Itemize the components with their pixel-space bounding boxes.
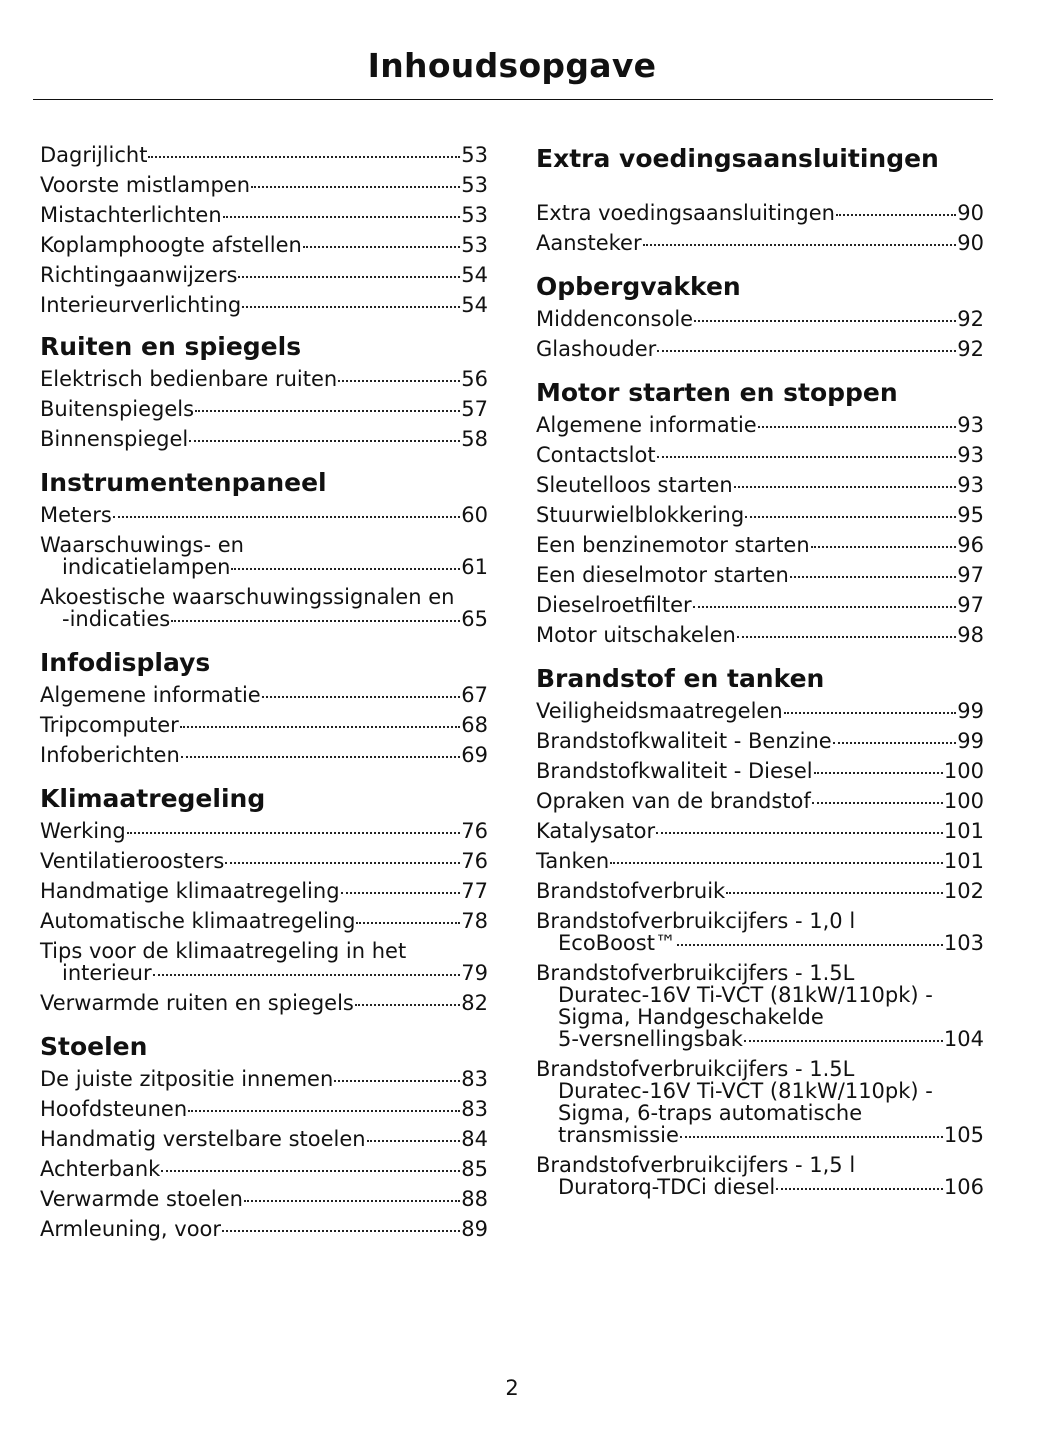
toc-entry-text: interieur (62, 961, 152, 985)
toc-entry-brandstofverbruikcijfers-1-5l[interactable] (536, 962, 984, 1050)
toc-page-number: 100 (943, 759, 984, 783)
toc-page-number: 97 (957, 563, 984, 587)
toc-entry-achterbank[interactable] (40, 1158, 488, 1180)
toc-entry-text: 5-versnellingsbak (558, 1027, 743, 1051)
toc-entry-interieurverlichting[interactable] (40, 294, 488, 316)
toc-entry-text: transmissie (558, 1123, 679, 1147)
toc-page-number: 61 (461, 555, 488, 579)
toc-page-number: 53 (461, 233, 488, 257)
toc-entry-text: Stuurwielblokkering (536, 503, 745, 527)
dot-leader (356, 922, 460, 924)
toc-entry-middenconsole[interactable] (536, 308, 984, 330)
toc-entry-text: Algemene informatie (536, 413, 757, 437)
toc-entry-text: Veiligheidsmaatregelen (536, 699, 783, 723)
dot-leader (262, 696, 461, 698)
dot-leader (188, 1110, 460, 1112)
toc-page-number: 54 (461, 293, 488, 317)
toc-entry-brandstofverbruik[interactable] (536, 880, 984, 902)
toc-page-number: 82 (461, 991, 488, 1015)
toc-entry-text: Hoofdsteunen (40, 1097, 188, 1121)
toc-page-number: 93 (957, 473, 984, 497)
section-heading: Ruiten en spiegels (40, 332, 302, 361)
dot-leader (161, 1170, 460, 1172)
dot-leader (656, 832, 943, 834)
toc-entry-text: De juiste zitpositie innemen (40, 1067, 334, 1091)
dot-leader (734, 486, 957, 488)
dot-leader (737, 636, 956, 638)
toc-entry-text: Aansteker (536, 231, 642, 255)
dot-leader (222, 1230, 460, 1232)
section-heading: Klimaatregeling (40, 784, 266, 813)
dot-leader (811, 546, 957, 548)
toc-entry-brandstofverbruikcijfers-1-5l[interactable] (536, 1058, 984, 1146)
dot-leader (148, 156, 460, 158)
toc-entry-text: Werking (40, 819, 126, 843)
toc-page-number: 79 (461, 961, 488, 985)
toc-entry-text: Tripcomputer (40, 713, 179, 737)
dot-leader (677, 944, 943, 946)
toc-page-number: 101 (943, 819, 984, 843)
dot-leader (643, 244, 957, 246)
toc-entry-text: Achterbank (40, 1157, 161, 1181)
toc-entry-glashouder[interactable] (536, 338, 984, 360)
toc-page-number: 96 (957, 533, 984, 557)
toc-entry-hoofdsteunen[interactable] (40, 1098, 488, 1120)
toc-page-number: 85 (461, 1157, 488, 1181)
toc-entry-text: Katalysator (536, 819, 656, 843)
toc-page-number: 60 (461, 503, 488, 527)
toc-page-number: 102 (943, 879, 984, 903)
section-heading: Brandstof en tanken (536, 664, 825, 693)
toc-entry-werking[interactable] (40, 820, 488, 842)
section-heading: Opbergvakken (536, 272, 741, 301)
toc-entry-ventilatieroosters[interactable] (40, 850, 488, 872)
dot-leader (833, 742, 957, 744)
toc-entry-text: Duratorq-TDCi diesel (558, 1175, 776, 1199)
toc-entry-opraken-van-de-brandstof[interactable] (536, 790, 984, 812)
dot-leader (657, 456, 957, 458)
toc-entry-text: Tanken (536, 849, 610, 873)
toc-entry-text: Middenconsole (536, 307, 694, 331)
section-heading: Extra voedingsaansluitingen (536, 144, 939, 173)
toc-entry-text: Elektrisch bedienbare ruiten (40, 367, 338, 391)
toc-page-number: 92 (957, 337, 984, 361)
toc-page-number: 104 (943, 1027, 984, 1051)
toc-entry-dagrijlicht[interactable] (40, 144, 488, 166)
dot-leader (231, 568, 460, 570)
toc-left-column (40, 144, 488, 1248)
toc-page-number: 57 (461, 397, 488, 421)
section-heading: Instrumentenpaneel (40, 468, 327, 497)
toc-entry-text: Mistachterlichten (40, 203, 222, 227)
toc-entry-text: Brandstofkwaliteit - Diesel (536, 759, 813, 783)
toc-entry-text: Waarschuwings- en (40, 533, 244, 557)
toc-entry-elektrisch-bedienbare-ruiten[interactable] (40, 368, 488, 390)
dot-leader (836, 214, 956, 216)
toc-page-number: 53 (461, 143, 488, 167)
toc-page-number: 90 (957, 201, 984, 225)
toc-entry-katalysator[interactable] (536, 820, 984, 842)
toc-page-number: 65 (461, 607, 488, 631)
dot-leader (223, 216, 461, 218)
toc-entry-text: Sigma, 6-traps automatische (558, 1101, 863, 1125)
toc-entry-stuurwielblokkering[interactable] (536, 504, 984, 526)
toc-entry-handmatig-verstelbare-stoelen[interactable] (40, 1128, 488, 1150)
toc-entry-text: Interieurverlichting (40, 293, 242, 317)
toc-entry-text: Automatische klimaatregeling (40, 909, 356, 933)
dot-leader (153, 974, 461, 976)
toc-page-number: 92 (957, 307, 984, 331)
toc-entry-extra-voedingsaansluitingen[interactable] (536, 202, 984, 224)
toc-entry-de-juiste-zitpositie-innemen[interactable] (40, 1068, 488, 1090)
toc-entry-akoestische-waarschuwingssignalen-en[interactable] (40, 586, 488, 630)
toc-page-number: 105 (943, 1123, 984, 1147)
toc-entry-text: Duratec-16V Ti-VCT (81kW/110pk) - (558, 1079, 933, 1103)
toc-entry-text: Infoberichten (40, 743, 180, 767)
toc-entry-text: Richtingaanwijzers (40, 263, 238, 287)
dot-leader (694, 320, 956, 322)
toc-entry-text: Glashouder (536, 337, 657, 361)
toc-entry-een-dieselmotor-starten[interactable] (536, 564, 984, 586)
dot-leader (367, 1140, 461, 1142)
toc-entry-automatische-klimaatregeling[interactable] (40, 910, 488, 932)
toc-entry-verwarmde-stoelen[interactable] (40, 1188, 488, 1210)
dot-leader (355, 1004, 460, 1006)
toc-entry-text: EcoBoost™ (558, 931, 676, 955)
dot-leader (680, 1136, 943, 1138)
toc-entry-text: Contactslot (536, 443, 656, 467)
toc-entry-text: Armleuning, voor (40, 1217, 222, 1241)
toc-entry-text: -indicaties (62, 607, 171, 631)
toc-entry-tanken[interactable] (536, 850, 984, 872)
toc-page-number: 99 (957, 699, 984, 723)
dot-leader (303, 246, 460, 248)
toc-page-number: 76 (461, 849, 488, 873)
toc-page-number: 84 (461, 1127, 488, 1151)
toc-entry-text: indicatielampen (62, 555, 231, 579)
dot-leader (790, 576, 956, 578)
toc-entry-text: Koplamphoogte afstellen (40, 233, 302, 257)
toc-entry-verwarmde-ruiten-en-spiegels[interactable] (40, 992, 488, 1014)
toc-page-number: 101 (943, 849, 984, 873)
dot-leader (127, 832, 461, 834)
toc-entry-dieselroetfilter[interactable] (536, 594, 984, 616)
toc-page-number: 53 (461, 173, 488, 197)
dot-leader (171, 620, 460, 622)
toc-page-number: 78 (461, 909, 488, 933)
toc-entry-tripcomputer[interactable] (40, 714, 488, 736)
toc-page-number: 69 (461, 743, 488, 767)
toc-page-number: 56 (461, 367, 488, 391)
toc-entry-text: Dagrijlicht (40, 143, 148, 167)
toc-entry-text: Sigma, Handgeschakelde (558, 1005, 824, 1029)
toc-page-number: 90 (957, 231, 984, 255)
toc-entry-text: Binnenspiegel (40, 427, 189, 451)
toc-page-number: 93 (957, 443, 984, 467)
toc-entry-text: Duratec-16V Ti-VCT (81kW/110pk) - (558, 983, 933, 1007)
toc-entry-text: Dieselroetfilter (536, 593, 692, 617)
toc-entry-brandstofverbruikcijfers-1-0-l[interactable] (536, 910, 984, 954)
toc-entry-text: Een benzinemotor starten (536, 533, 810, 557)
toc-entry-text: Handmatig verstelbare stoelen (40, 1127, 366, 1151)
toc-right-column (536, 144, 984, 1206)
toc-entry-text: Buitenspiegels (40, 397, 195, 421)
dot-leader (238, 276, 460, 278)
toc-entry-text: Brandstofverbruikcijfers - 1,0 l (536, 909, 856, 933)
toc-entry-mistachterlichten[interactable] (40, 204, 488, 226)
toc-page-number: 54 (461, 263, 488, 287)
dot-leader (334, 1080, 460, 1082)
toc-page-number: 97 (957, 593, 984, 617)
toc-entry-brandstofkwaliteit-benzine[interactable] (536, 730, 984, 752)
dot-leader (113, 516, 460, 518)
toc-page-number: 83 (461, 1067, 488, 1091)
toc-entry-text: Verwarmde ruiten en spiegels (40, 991, 354, 1015)
toc-entry-brandstofverbruikcijfers-1-5-l[interactable] (536, 1154, 984, 1198)
toc-page-number: 95 (957, 503, 984, 527)
toc-page-number: 67 (461, 683, 488, 707)
dot-leader (745, 516, 956, 518)
toc-entry-buitenspiegels[interactable] (40, 398, 488, 420)
dot-leader (610, 862, 943, 864)
toc-page-number: 98 (957, 623, 984, 647)
toc-entry-aansteker[interactable] (536, 232, 984, 254)
toc-entry-contactslot[interactable] (536, 444, 984, 466)
section-heading: Stoelen (40, 1032, 148, 1061)
toc-entry-voorste-mistlampen[interactable] (40, 174, 488, 196)
dot-leader (195, 410, 460, 412)
toc-entry-algemene-informatie[interactable] (536, 414, 984, 436)
toc-entry-text: Voorste mistlampen (40, 173, 251, 197)
dot-leader (225, 862, 460, 864)
toc-entry-motor-uitschakelen[interactable] (536, 624, 984, 646)
toc-page-number: 93 (957, 413, 984, 437)
dot-leader (242, 306, 460, 308)
toc-page-number: 53 (461, 203, 488, 227)
page-title: Inhoudsopgave (367, 46, 657, 85)
toc-entry-text: Verwarmde stoelen (40, 1187, 243, 1211)
section-heading: Motor starten en stoppen (536, 378, 898, 407)
toc-entry-binnenspiegel[interactable] (40, 428, 488, 450)
toc-entry-een-benzinemotor-starten[interactable] (536, 534, 984, 556)
toc-page-number: 88 (461, 1187, 488, 1211)
toc-entry-text: Motor uitschakelen (536, 623, 736, 647)
title-divider (33, 99, 993, 100)
toc-entry-tips-voor-de-klimaatregeling-in-het[interactable] (40, 940, 488, 984)
dot-leader (244, 1200, 460, 1202)
dot-leader (251, 186, 460, 188)
page-number: 2 (505, 1376, 519, 1400)
toc-entry-sleutelloos-starten[interactable] (536, 474, 984, 496)
dot-leader (338, 380, 460, 382)
toc-entry-text: Tips voor de klimaatregeling in het (40, 939, 407, 963)
toc-entry-text: Ventilatieroosters (40, 849, 225, 873)
toc-entry-text: Meters (40, 503, 112, 527)
toc-page-number: 89 (461, 1217, 488, 1241)
toc-entry-text: Handmatige klimaatregeling (40, 879, 340, 903)
dot-leader (693, 606, 957, 608)
toc-entry-text: Algemene informatie (40, 683, 261, 707)
toc-entry-infoberichten[interactable] (40, 744, 488, 766)
toc-entry-algemene-informatie[interactable] (40, 684, 488, 706)
dot-leader (657, 350, 956, 352)
toc-entry-meters[interactable] (40, 504, 488, 526)
toc-entry-veiligheidsmaatregelen[interactable] (536, 700, 984, 722)
dot-leader (726, 892, 943, 894)
toc-entry-richtingaanwijzers[interactable] (40, 264, 488, 286)
toc-entry-text: Brandstofverbruik (536, 879, 726, 903)
dot-leader (189, 440, 460, 442)
toc-entry-waarschuwings-en[interactable] (40, 534, 488, 578)
toc-entry-text: Een dieselmotor starten (536, 563, 789, 587)
toc-entry-text: Brandstofverbruikcijfers - 1.5L (536, 961, 855, 985)
toc-page-number: 99 (957, 729, 984, 753)
dot-leader (812, 802, 943, 804)
toc-page-number: 103 (943, 931, 984, 955)
toc-entry-armleuning-voor[interactable] (40, 1218, 488, 1240)
toc-entry-text: Brandstofverbruikcijfers - 1.5L (536, 1057, 855, 1081)
toc-page-number: 77 (461, 879, 488, 903)
toc-page-number: 76 (461, 819, 488, 843)
toc-page-number: 83 (461, 1097, 488, 1121)
toc-entry-text: Brandstofverbruikcijfers - 1,5 l (536, 1153, 856, 1177)
dot-leader (181, 756, 460, 758)
toc-entry-text: Extra voedingsaansluitingen (536, 201, 835, 225)
toc-page-number: 100 (943, 789, 984, 813)
dot-leader (814, 772, 943, 774)
toc-entry-handmatige-klimaatregeling[interactable] (40, 880, 488, 902)
toc-entry-text: Opraken van de brandstof (536, 789, 811, 813)
dot-leader (776, 1188, 943, 1190)
dot-leader (180, 726, 460, 728)
toc-page-number: 68 (461, 713, 488, 737)
toc-entry-koplamphoogte-afstellen[interactable] (40, 234, 488, 256)
dot-leader (744, 1040, 943, 1042)
toc-entry-brandstofkwaliteit-diesel[interactable] (536, 760, 984, 782)
toc-entry-text: Akoestische waarschuwingssignalen en (40, 585, 455, 609)
dot-leader (758, 426, 957, 428)
dot-leader (784, 712, 957, 714)
toc-page-number: 58 (461, 427, 488, 451)
section-heading: Infodisplays (40, 648, 211, 677)
toc-entry-text: Brandstofkwaliteit - Benzine (536, 729, 832, 753)
toc-page-number: 106 (943, 1175, 984, 1199)
dot-leader (341, 892, 461, 894)
toc-entry-text: Sleutelloos starten (536, 473, 733, 497)
